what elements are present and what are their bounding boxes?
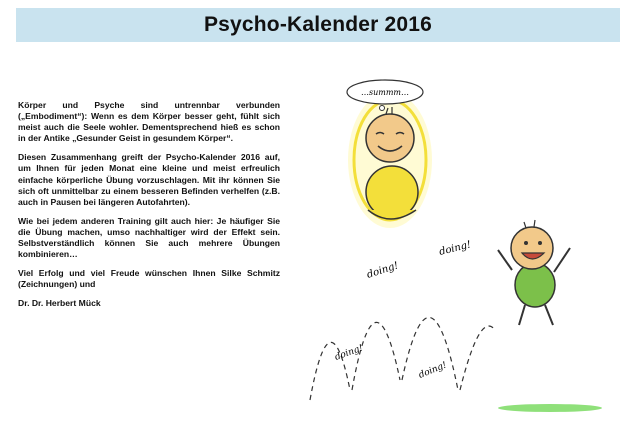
hum-text: …summm… bbox=[360, 88, 410, 97]
bubble-dot bbox=[380, 106, 385, 111]
bounce-arc-2 bbox=[352, 322, 400, 390]
illustration-canvas bbox=[290, 60, 620, 430]
bounce-arc-4 bbox=[460, 326, 495, 390]
jump-eye-right bbox=[538, 241, 542, 245]
meditating-figure bbox=[348, 92, 432, 228]
doing-label-1: doing! bbox=[365, 260, 400, 281]
jumping-figure bbox=[498, 220, 570, 325]
intro-paragraph-2: Diesen Zusammenhang greift der Psycho-Kalender 2016 auf, um Ihnen für jeden Monat eine kleine und meist erfreulich einfache körperliche Übung vorzuschlagen. Mit ihr können Sie sich oft unmittelbar zu einem besseren Befinden verhelfen (z.B. auch in Pausen bei längeren Autofahrten). bbox=[18, 152, 280, 207]
signature: Dr. Dr. Herbert Mück bbox=[18, 298, 101, 309]
intro-text bbox=[18, 100, 280, 318]
jumping-head bbox=[511, 227, 553, 269]
legs bbox=[519, 305, 553, 325]
head bbox=[366, 114, 414, 162]
bounce-arc-3 bbox=[402, 317, 458, 390]
arm-left bbox=[498, 250, 512, 270]
intro-paragraph-4: Viel Erfolg und viel Freude wünschen Ihnen Silke Schmitz (Zeichnungen) und bbox=[18, 268, 280, 290]
page-title: Psycho-Kalender 2016 bbox=[203, 13, 433, 36]
jump-eye-left bbox=[524, 241, 528, 245]
intro-paragraph-3: Wie bei jedem anderen Training gilt auch hier: Je häufiger Sie die Übung machen, umso nachhaltiger wird der Effekt sein. Selbstverständlich können Sie auch mehrere Übungen kombinieren… bbox=[18, 215, 280, 260]
doing-label-2: doing! bbox=[438, 239, 473, 258]
doing-label-3: doing! bbox=[333, 343, 365, 363]
arm-right bbox=[554, 248, 570, 272]
grass-patch bbox=[498, 404, 602, 412]
green-shirt bbox=[515, 263, 555, 307]
title-bar bbox=[16, 8, 620, 42]
intro-paragraph-1: Körper und Psyche sind untrennbar verbunden („Embodiment“): Wenn es dem Körper besser geht, fühlt sich meist auch die Seele wohler. Dementsprechend hieß es schon in der Antike „Gesunder Geist in gesundem Körper“. bbox=[18, 100, 280, 144]
doing-label-4: doing! bbox=[417, 360, 449, 381]
illustration bbox=[290, 60, 620, 430]
